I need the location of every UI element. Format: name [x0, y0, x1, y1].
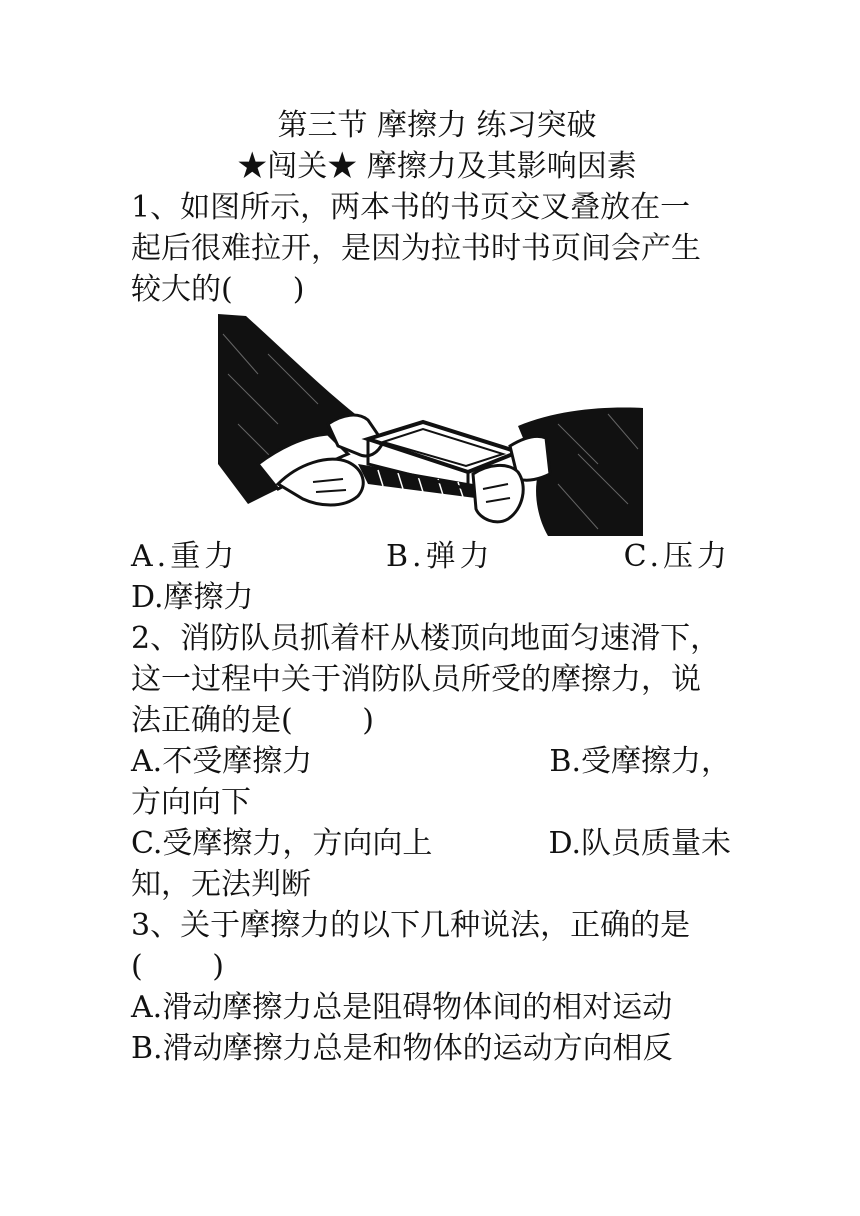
q1-option-d[interactable]: D.摩擦力: [131, 580, 254, 615]
question-3-line-1: 3、关于摩擦力的以下几种说法，正确的是: [131, 908, 691, 943]
question-2-options-row-2: [131, 823, 731, 864]
question-2-line-1: 2、消防队员抓着杆从楼顶向地面匀速滑下，: [131, 621, 721, 656]
question-2: [131, 618, 731, 905]
question-2-line-3: 法正确的是( ): [131, 703, 374, 738]
q2-option-c[interactable]: C.受摩擦力，方向向上: [131, 826, 433, 861]
right-hand: [473, 465, 523, 521]
section-heading: ★闯关★ 摩擦力及其影响因素: [237, 149, 637, 184]
q2-option-b-continued: 方向向下: [131, 785, 251, 820]
q2-option-d-continued: 知，无法判断: [131, 867, 311, 902]
q2-option-b[interactable]: B.受摩擦力，: [549, 744, 731, 779]
q3-option-b[interactable]: B.滑动摩擦力总是和物体的运动方向相反: [131, 1031, 673, 1066]
question-1-options-row: [131, 536, 731, 577]
q1-option-b[interactable]: B.弹力: [386, 539, 494, 574]
question-1-line-3: 较大的( ): [131, 272, 305, 307]
worksheet: [131, 105, 731, 1069]
question-2-options-row-1: [131, 741, 731, 782]
q1-option-a[interactable]: A.重力: [131, 539, 239, 574]
question-2-line-2: 这一过程中关于消防队员所受的摩擦力，说: [131, 662, 701, 697]
question-1-line-2: 起后很难拉开，是因为拉书时书页间会产生: [131, 231, 701, 266]
question-3-line-2: ( ): [131, 949, 224, 984]
question-3: [131, 905, 731, 1069]
q1-option-c[interactable]: C.压力: [623, 539, 731, 574]
question-1: [131, 187, 731, 618]
q2-option-d[interactable]: D.队员质量未: [548, 826, 731, 861]
q3-option-a[interactable]: A.滑动摩擦力总是阻碍物体间的相对运动: [131, 990, 673, 1025]
q2-option-a[interactable]: A.不受摩擦力: [131, 744, 313, 779]
books-illustration: [218, 314, 643, 536]
question-1-line-1: 1、如图所示，两本书的书页交叉叠放在一: [131, 190, 691, 225]
page-title: 第三节 摩擦力 练习突破: [277, 108, 597, 143]
